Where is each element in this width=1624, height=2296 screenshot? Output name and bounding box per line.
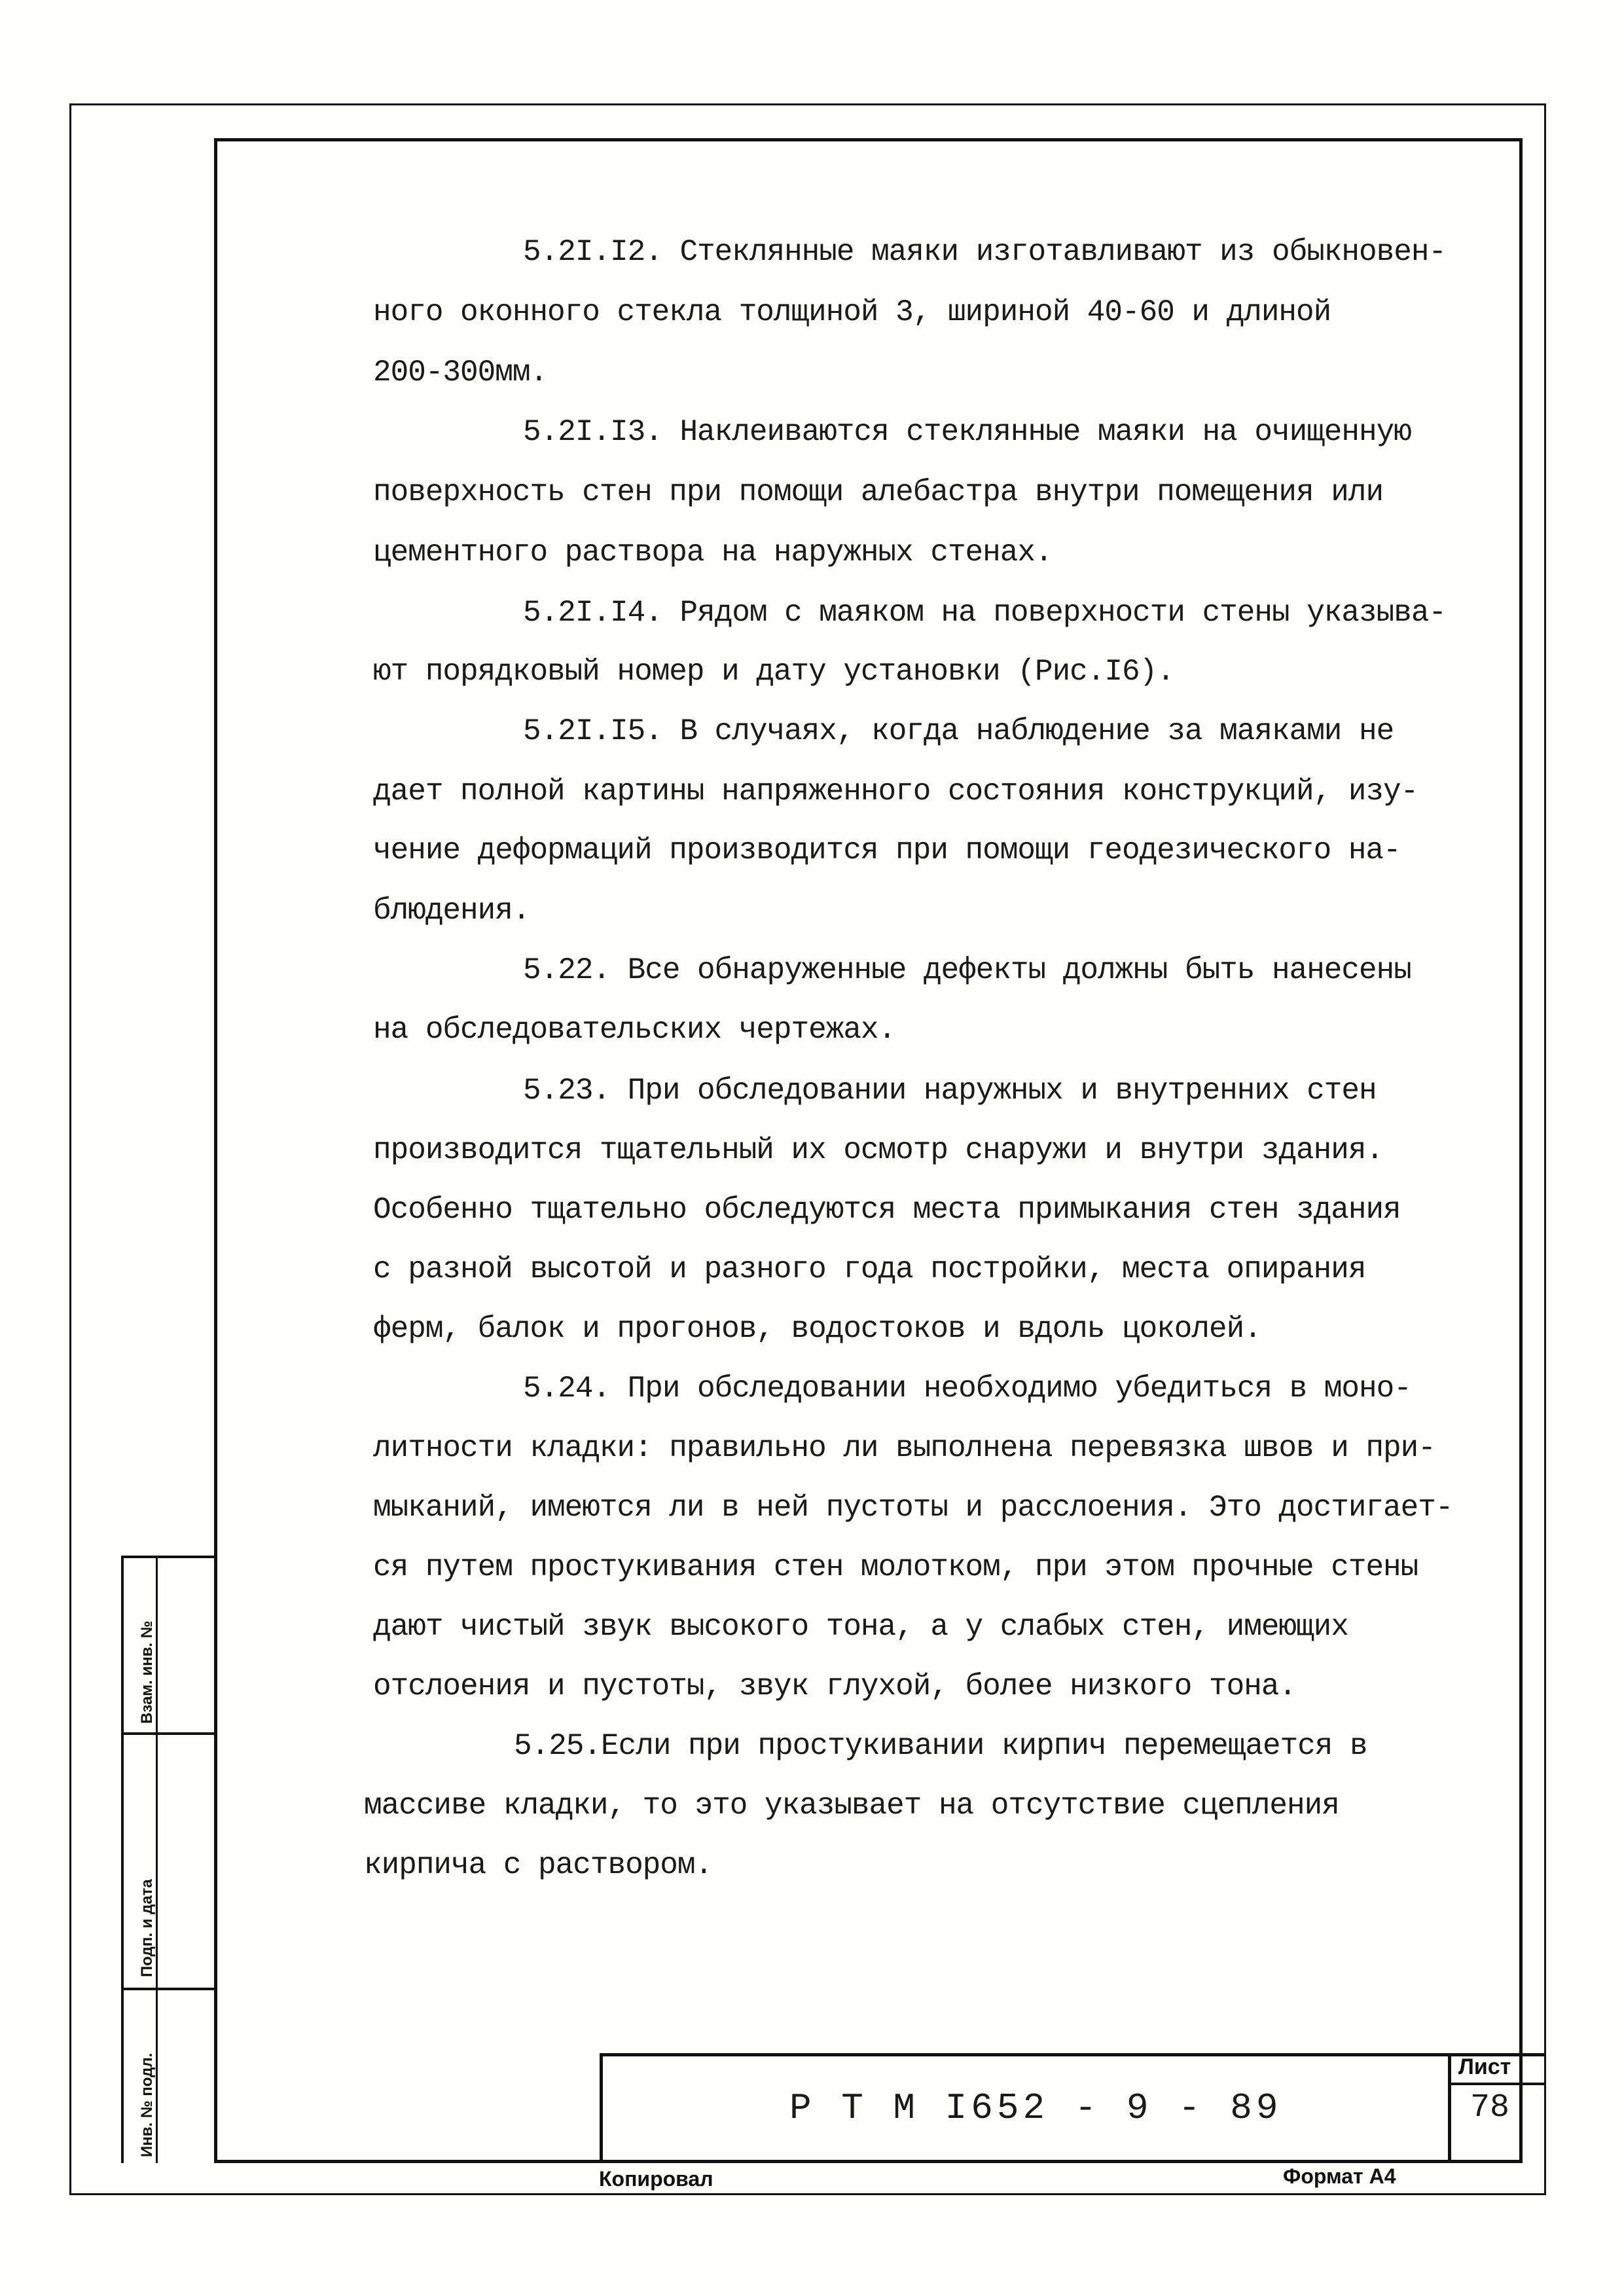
copied-by-label: Копировал xyxy=(599,2167,713,2191)
text-line: на обследовательских чертежах. xyxy=(373,1013,896,1047)
sheet-cell-divider xyxy=(1448,2083,1546,2085)
text-line: массиве кладки, то это указывает на отсутствие сцепления xyxy=(364,1789,1339,1823)
text-line: 5.2I.I2. Стеклянные маяки изготавливают из обыкновен- xyxy=(523,235,1447,269)
side-table-row-line xyxy=(121,1988,214,1990)
text-line: 5.2I.I3. Наклеиваются стеклянные маяки на очищенную xyxy=(523,415,1411,449)
text-line: 5.22. Все обнаруженные дефекты должны быть нанесены xyxy=(523,953,1411,987)
text-line: цементного раствора на наружных стенах. xyxy=(373,536,1053,570)
text-line: 5.24. При обследовании необходимо убедиться в моно- xyxy=(523,1372,1411,1406)
text-line: чение деформаций производится при помощи геодезического на- xyxy=(373,833,1401,867)
sheet-number: 78 xyxy=(1470,2089,1510,2126)
text-line: производится тщательный их осмотр снаружи и внутри здания. xyxy=(373,1133,1384,1167)
side-stamp-table xyxy=(121,1556,214,2163)
text-line: 200-300мм. xyxy=(373,355,548,390)
text-line: поверхность стен при помощи алебастра внутри помещения или xyxy=(373,475,1384,509)
inv-podl-label: Инв. № подл. xyxy=(138,2052,156,2157)
text-line: ферм, балок и прогонов, водостоков и вдоль цоколей. xyxy=(373,1312,1261,1346)
text-line: 5.2I.I5. В случаях, когда наблюдение за маяками не xyxy=(523,714,1394,748)
sheet-label: Лист xyxy=(1458,2054,1511,2079)
format-label: Формат А4 xyxy=(1283,2164,1396,2188)
text-line: дает полной картины напряженного состояния конструкций, изу- xyxy=(373,774,1418,809)
text-line: Особенно тщательно обследуются места примыкания стен здания xyxy=(373,1193,1401,1227)
text-line: блюдения. xyxy=(373,894,530,928)
text-line: отслоения и пустоты, звук глухой, более низкого тона. xyxy=(373,1669,1297,1704)
text-line: ного оконного стекла толщиной 3, шириной 40-60 и длиной xyxy=(373,295,1331,329)
text-line: кирпича с раствором. xyxy=(364,1848,713,1882)
side-table-row-line xyxy=(121,1732,214,1735)
text-line: 5.23. При обследовании наружных и внутренних стен xyxy=(523,1074,1377,1108)
vzam-inv-label: Взам. инв. № xyxy=(138,1620,156,1724)
text-line: ся путем простукивания стен молотком, при этом прочные стены xyxy=(373,1550,1418,1584)
text-line: 5.25.Если при простукивании кирпич перемещается в xyxy=(514,1729,1367,1763)
text-line: ют порядковый номер и дату установки (Рис.I6). xyxy=(373,655,1174,689)
podp-data-label: Подп. и дата xyxy=(138,1879,156,1977)
text-line: с разной высотой и разного года постройки, места опирания xyxy=(373,1252,1366,1286)
text-line: мыканий, имеются ли в ней пустоты и расслоения. Это достигает- xyxy=(373,1491,1453,1525)
text-line: дают чистый звук высокого тона, а у слабых стен, имеющих xyxy=(373,1610,1348,1644)
document-code: Р Т М I652 - 9 - 89 xyxy=(789,2087,1282,2129)
text-line: 5.2I.I4. Рядом с маяком на поверхности стены указыва- xyxy=(523,596,1447,630)
text-line: литности кладки: правильно ли выполнена перевязка швов и при- xyxy=(373,1431,1435,1465)
